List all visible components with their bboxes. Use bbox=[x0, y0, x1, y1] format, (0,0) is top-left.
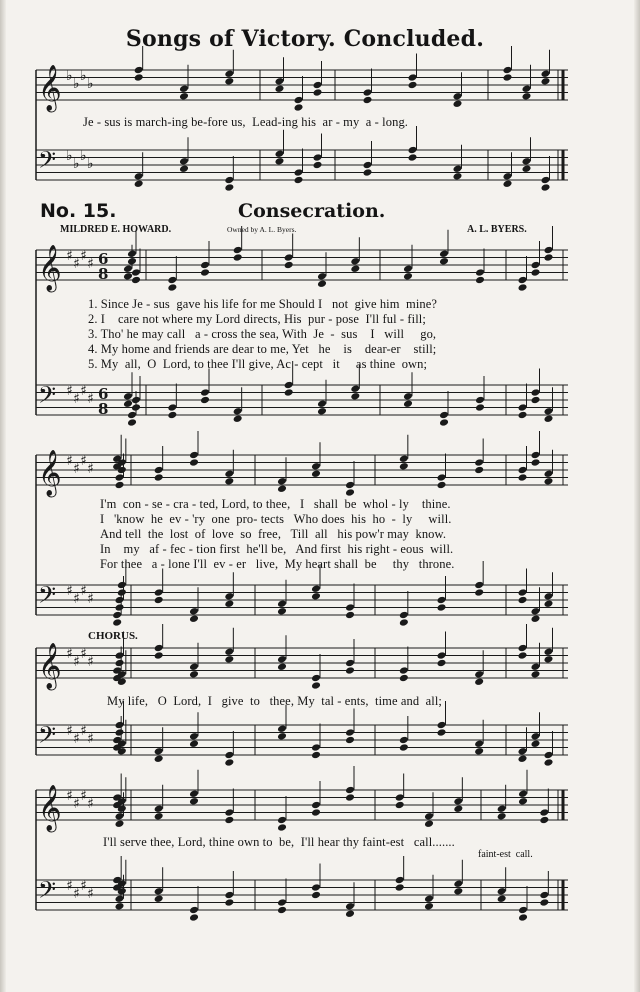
svg-text:♭: ♭ bbox=[87, 156, 94, 172]
svg-text:♯: ♯ bbox=[66, 453, 73, 469]
hymn-title: Consecration. bbox=[238, 200, 386, 222]
verse-4-line-1: 4. My home and friends are dear to me, Yet he is dear-er still; bbox=[88, 342, 437, 356]
svg-text:♯: ♯ bbox=[80, 248, 87, 264]
chorus-echo: faint-est call. bbox=[478, 849, 533, 860]
svg-text:♯: ♯ bbox=[80, 878, 87, 894]
svg-text:8: 8 bbox=[98, 265, 109, 283]
hymn-number: No. 15. bbox=[40, 200, 117, 222]
svg-text:♯: ♯ bbox=[66, 583, 73, 599]
svg-text:♯: ♯ bbox=[80, 453, 87, 469]
svg-text:♯: ♯ bbox=[87, 391, 94, 407]
svg-text:♯: ♯ bbox=[87, 796, 94, 812]
verse-5-line-2: For thee a - lone I'll ev - er live, My heart shall be thy throne. bbox=[100, 557, 455, 571]
svg-text:♭: ♭ bbox=[66, 68, 73, 84]
svg-text:♭: ♭ bbox=[66, 148, 73, 164]
svg-text:♯: ♯ bbox=[73, 591, 80, 607]
svg-text:♯: ♯ bbox=[87, 256, 94, 272]
svg-text:♭: ♭ bbox=[87, 76, 94, 92]
svg-text:♯: ♯ bbox=[66, 878, 73, 894]
verse-5-line-1: 5. My all, O Lord, to thee I'll give, Ac - cept it as thine own; bbox=[88, 357, 428, 371]
svg-text:♯: ♯ bbox=[73, 654, 80, 670]
svg-text:♯: ♯ bbox=[80, 723, 87, 739]
author-credit: MILDRED E. HOWARD. bbox=[60, 224, 172, 235]
verse-3-line-2: And tell the lost of love so free, Till all his pow'r may know. bbox=[100, 527, 447, 541]
svg-text:♯: ♯ bbox=[80, 646, 87, 662]
previous-song-lyric: Je - sus is march-ing be-fore us, Lead-ing his ar - my a - long. bbox=[83, 115, 409, 129]
svg-text:𝄢: 𝄢 bbox=[38, 721, 57, 754]
svg-text:𝄞: 𝄞 bbox=[38, 643, 62, 689]
svg-text:𝄢: 𝄢 bbox=[38, 876, 57, 909]
svg-text:♯: ♯ bbox=[73, 731, 80, 747]
svg-text:♯: ♯ bbox=[87, 886, 94, 902]
svg-text:𝄞: 𝄞 bbox=[38, 785, 62, 831]
chorus-label: CHORUS. bbox=[88, 630, 138, 642]
svg-text:♯: ♯ bbox=[87, 591, 94, 607]
svg-text:♭: ♭ bbox=[80, 148, 87, 164]
svg-text:♭: ♭ bbox=[80, 68, 87, 84]
svg-text:♯: ♯ bbox=[66, 248, 73, 264]
owner-credit: Owned by A. L. Byers. bbox=[227, 225, 297, 234]
svg-text:♯: ♯ bbox=[87, 731, 94, 747]
svg-text:♯: ♯ bbox=[80, 383, 87, 399]
composer-credit: A. L. BYERS. bbox=[467, 224, 527, 235]
svg-text:♯: ♯ bbox=[80, 583, 87, 599]
verse-1-line-1: 1. Since Je - sus gave his life for me Should I not give him mine? bbox=[88, 297, 438, 311]
svg-text:♯: ♯ bbox=[73, 256, 80, 272]
svg-text:♯: ♯ bbox=[73, 886, 80, 902]
verse-2-line-2: I 'know he ev - 'ry one pro- tects Who does his ho - ly will. bbox=[100, 512, 452, 526]
svg-text:6: 6 bbox=[98, 385, 109, 403]
chorus-line-2: I'll serve thee, Lord, thine own to be, I'll hear thy faint-est call....... bbox=[103, 835, 455, 849]
svg-text:♭: ♭ bbox=[73, 76, 80, 92]
svg-text:6: 6 bbox=[98, 250, 109, 268]
chorus-line-1: My life, O Lord, I give to thee, My tal - ents, time and all; bbox=[107, 694, 443, 708]
svg-text:♯: ♯ bbox=[66, 723, 73, 739]
svg-text:♯: ♯ bbox=[80, 788, 87, 804]
svg-text:♯: ♯ bbox=[66, 788, 73, 804]
verse-2-line-1: 2. I care not where my Lord directs, His pur - pose I'll ful - fill; bbox=[88, 312, 426, 326]
svg-text:♯: ♯ bbox=[87, 654, 94, 670]
svg-text:♯: ♯ bbox=[87, 461, 94, 477]
svg-text:♯: ♯ bbox=[66, 383, 73, 399]
page-title: Songs of Victory. Concluded. bbox=[125, 26, 485, 52]
svg-text:𝄢: 𝄢 bbox=[38, 581, 57, 614]
verse-4-line-2: In my af - fec - tion first he'll be, And first his right - eous will. bbox=[100, 542, 454, 556]
svg-text:♭: ♭ bbox=[73, 156, 80, 172]
svg-text:𝄞: 𝄞 bbox=[38, 450, 62, 496]
svg-text:♯: ♯ bbox=[73, 461, 80, 477]
verse-1-line-2: I'm con - se - cra - ted, Lord, to thee, I shall be whol - ly thine. bbox=[100, 497, 451, 511]
verse-3-line-1: 3. Tho' he may call a - cross the sea, With Je - sus I will go, bbox=[88, 327, 437, 341]
svg-text:8: 8 bbox=[98, 400, 109, 418]
svg-text:𝄞: 𝄞 bbox=[38, 65, 62, 111]
svg-text:𝄞: 𝄞 bbox=[38, 245, 62, 291]
svg-text:𝄢: 𝄢 bbox=[38, 146, 57, 179]
svg-text:♯: ♯ bbox=[73, 391, 80, 407]
svg-text:♯: ♯ bbox=[73, 796, 80, 812]
svg-text:𝄢: 𝄢 bbox=[38, 381, 57, 414]
svg-text:♯: ♯ bbox=[66, 646, 73, 662]
